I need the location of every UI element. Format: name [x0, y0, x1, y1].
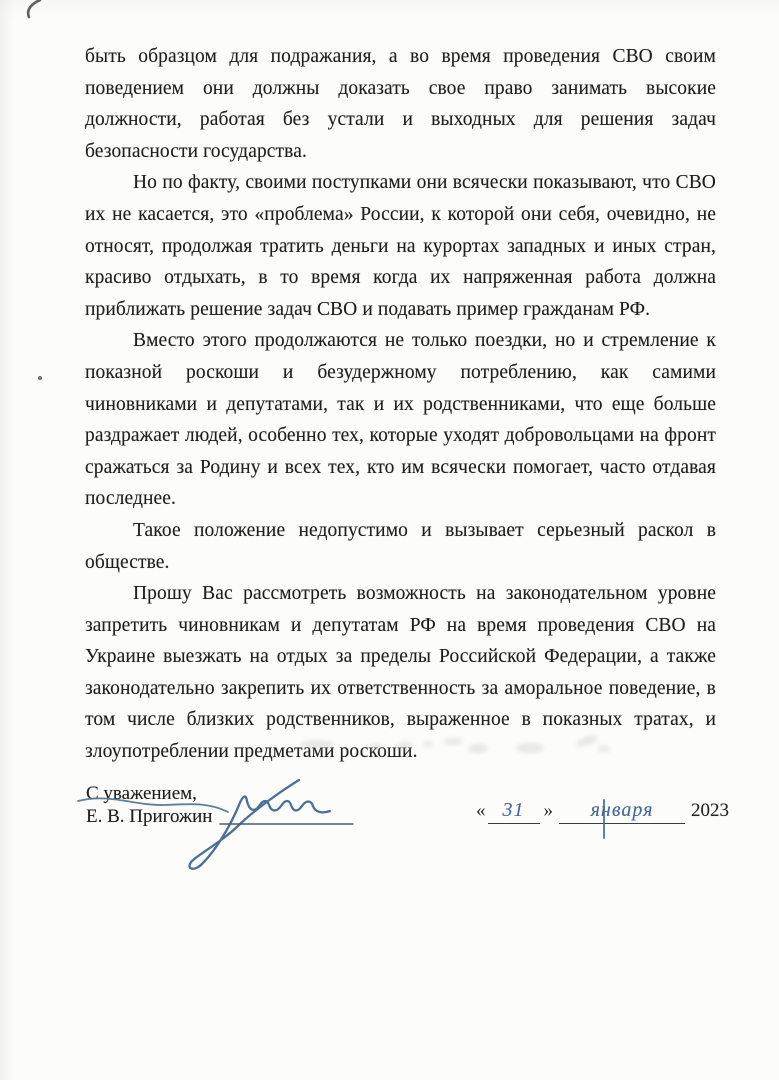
letter-paragraph: Прошу Вас рассмотреть возможность на законодательном уровне запретить чиновникам и депутатам РФ на время проведения СВО на Украине выезжать на отдых за пределы Российской Федерации, а также законодательно закрепить их ответственность за аморальное поведение, в том числе близких родственников, выраженное в показных тратах, и злоупотреблении предметами роскоши. [85, 583, 716, 763]
closing-salutation: С уважением, [86, 783, 197, 804]
scan-mark-margin-dot [38, 376, 42, 380]
date-year: 2023 [691, 800, 729, 821]
letter-paragraph: Такое положение недопустимо и вызывает серьезный раскол в обществе. [85, 519, 716, 573]
letter-body [85, 41, 716, 768]
scan-mark-top-left [28, 0, 40, 17]
date-close-quote: » [543, 800, 553, 821]
date-line [476, 796, 729, 824]
date-day-blank [488, 799, 540, 824]
closing-block [86, 783, 212, 828]
handwritten-month: января [590, 799, 654, 821]
date-month-blank [559, 799, 685, 824]
letter-paragraph: Но по факту, своими поступками они всячески показывают, что СВО их не касается, это «проблема» России, к которой они себя, очевидно, не относят, продолжая тратить деньги на курортах западных и иных стран, красиво отдыхать, в то время когда их напряженная работа должна приближать решение задач СВО и подавать пример гражданам РФ. [85, 172, 716, 320]
signatory-name: Е. В. Пригожин [86, 805, 213, 827]
handwritten-day: 31 [502, 799, 525, 821]
date-open-quote: « [476, 800, 486, 821]
letter-paragraph: быть образцом для подражания, а во время проведения СВО своим поведением они должны доказать свое право занимать высокие должности, работая без устали и выходных для решения задач безопасности государства. [85, 46, 716, 162]
letter-paragraph: Вместо этого продолжаются не только поездки, но и стремление к показной роскоши и безудержному потреблению, как самими чиновниками и депутатами, так и их родственниками, что еще больше раздражает людей, особенно тех, которые уходят добровольцами на фронт сражаться за Родину и всех тех, кто им всячески помогает, часто отдавая последнее. [85, 330, 716, 510]
